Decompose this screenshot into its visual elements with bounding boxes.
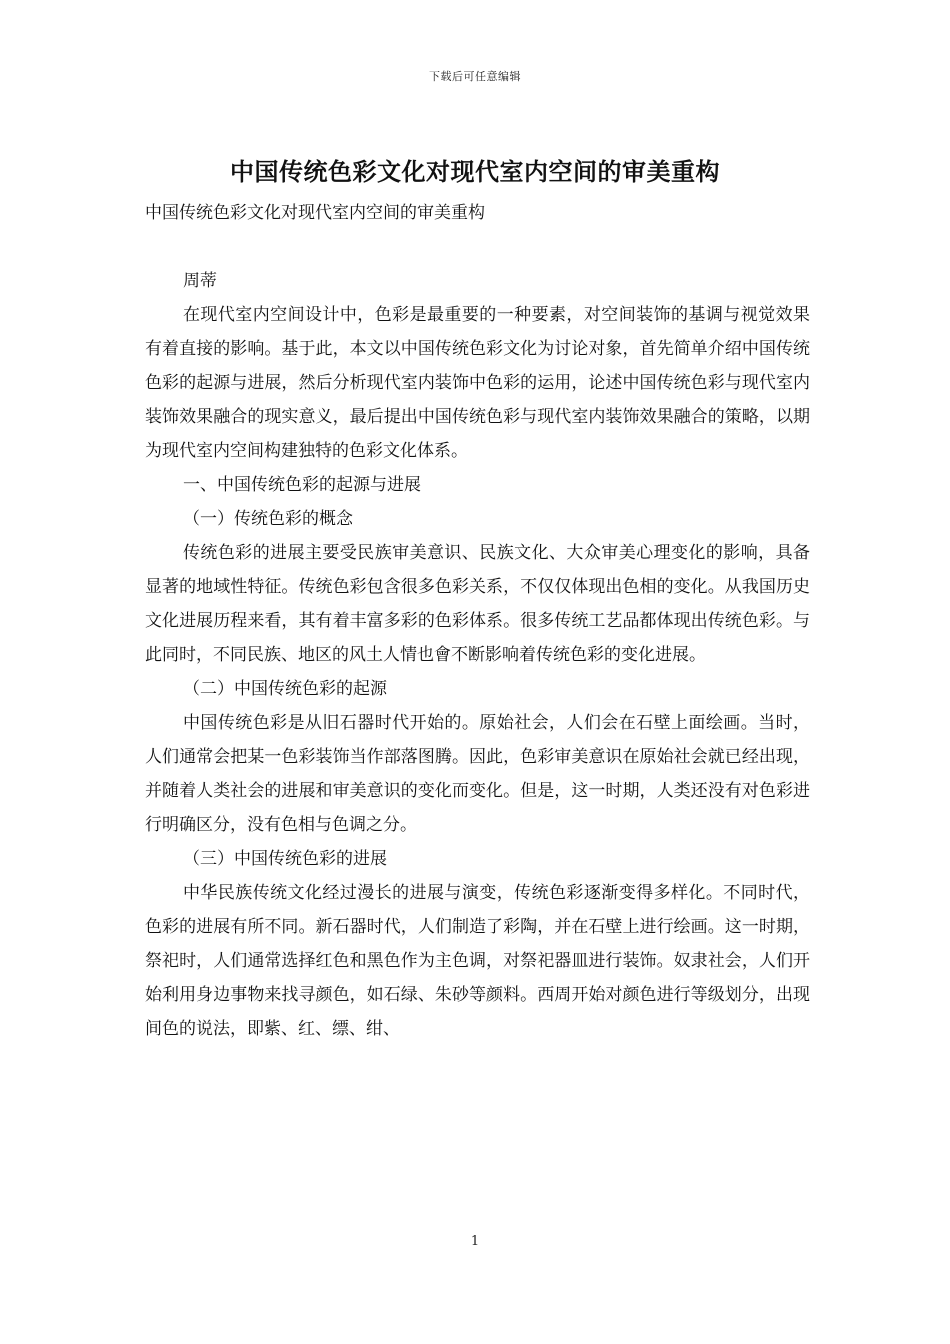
subsection-heading-2: （二）中国传统色彩的起源 — [183, 679, 387, 699]
subsection-paragraph-3: 中华民族传统文化经过漫长的进展与演变，传统色彩逐渐变得多样化。不同时代，色彩的进展有所不同。新石器时代，人们制造了彩陶，并在石壁上进行绘画。这一时期，祭祀时，人们通常选择红色和黑色作为主色调，对祭祀器皿进行装饰。奴隶社会，人们开始利用身边事物来找寻颜色，如石绿、朱砂等颜料。西周开始对颜色进行等级划分，出现间色的说法，即紫、红、缥、绀、 — [145, 883, 810, 1039]
author-name: 周蒂 — [183, 271, 217, 291]
document-title: 中国传统色彩文化对现代室内空间的审美重构 — [230, 157, 720, 186]
header-note: 下载后可任意编辑 — [429, 70, 521, 83]
page-number: 1 — [470, 1234, 480, 1249]
subsection-heading-3: （三）中国传统色彩的进展 — [183, 849, 387, 869]
section-heading-1: 一、中国传统色彩的起源与进展 — [183, 475, 421, 495]
subsection-paragraph-1: 传统色彩的进展主要受民族审美意识、民族文化、大众审美心理变化的影响，具备显著的地域性特征。传统色彩包含很多色彩关系，不仅仅体现出色相的变化。从我国历史文化进展历程来看，其有着丰富多彩的色彩体系。很多传统工艺品都体现出传统色彩。与此同时，不同民族、地区的风土人情也會不断影响着传统色彩的变化进展。 — [145, 543, 810, 665]
subsection-heading-1: （一）传统色彩的概念 — [183, 509, 353, 529]
abstract-paragraph: 在现代室内空间设计中，色彩是最重要的一种要素，对空间装饰的基调与视觉效果有着直接的影响。基于此，本文以中国传统色彩文化为讨论对象，首先简单介绍中国传统色彩的起源与进展，然后分析现代室内装饰中色彩的运用，论述中国传统色彩与现代室内装饰效果融合的现实意义，最后提出中国传统色彩与现代室内装饰效果融合的策略，以期为现代室内空间构建独特的色彩文化体系。 — [145, 305, 810, 461]
document-body — [145, 196, 810, 1046]
document-subtitle: 中国传统色彩文化对现代室内空间的审美重构 — [145, 203, 485, 223]
subsection-paragraph-2: 中国传统色彩是从旧石器时代开始的。原始社会，人们会在石壁上面绘画。当时，人们通常会把某一色彩装饰当作部落图腾。因此，色彩审美意识在原始社会就已经出现，并随着人类社会的进展和审美意识的变化而变化。但是，这一时期，人类还没有对色彩进行明确区分，没有色相与色调之分。 — [145, 713, 810, 835]
